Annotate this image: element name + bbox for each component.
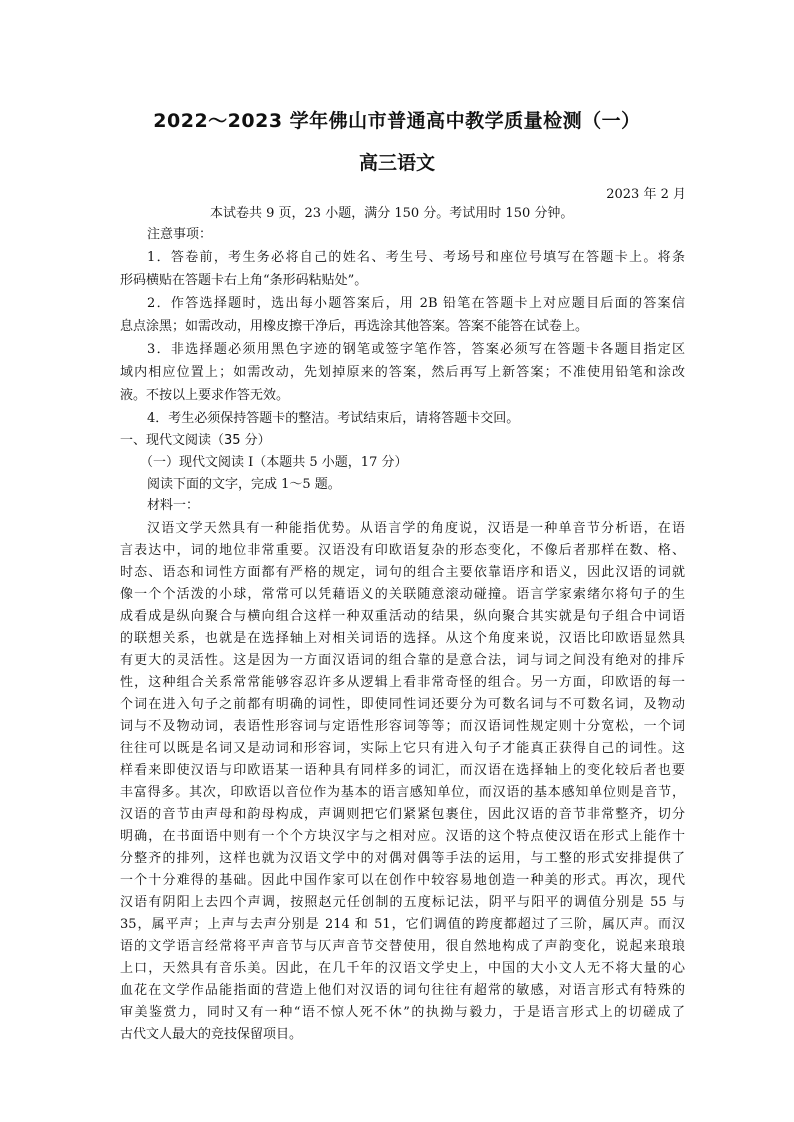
- passage-line: 明确，在书面语中则有一个个方块汉字与之相对应。汉语的这个特点使汉语在形式上能作十: [120, 829, 685, 844]
- notice-heading: 注意事项：: [147, 227, 213, 242]
- passage-line: 古代文人最大的竞技保留项目。: [120, 1027, 303, 1042]
- passage-line: 性，这种组合关系常常能够容忍许多从逻辑上看非常奇怪的组合。另一方面，印欧语的每一: [120, 675, 685, 690]
- passage-line: 言表达中，词的地位非常重要。汉语没有印欧语复杂的形态变化，不像后者那样在数、格、: [120, 543, 685, 558]
- instruction-line: 域内相应位置上；如需改动，先划掉原来的答案，然后再写上新答案；不准使用铅笔和涂改: [120, 365, 685, 380]
- instruction-line: 形码横贴在答题卡右上角“条形码粘贴处”。: [120, 273, 368, 288]
- passage-line: 审美鉴赏力，同时又有一种“语不惊人死不休”的执拗与毅力，于是语言形式上的切磋成了: [120, 1005, 685, 1020]
- passage-line: 一个十分难得的基础。因此中国作家可以在创作中较容易地创造一种美的形式。再次，现代: [120, 873, 685, 888]
- notice-intro: 本试卷共 9 页，23 小题，满分 150 分。考试用时 150 分钟。: [210, 206, 574, 221]
- section-heading: 一、现代文阅读（35 分）: [120, 433, 271, 448]
- exam-title: 2022～2023 学年佛山市普通高中教学质量检测（一）: [153, 110, 641, 132]
- passage-line: 词与不及物动词，表语性形容词与定语性形容词等等；而汉语词性规定则十分宽松，一个词: [120, 719, 685, 734]
- instruction-line: 1．答卷前，考生务必将自己的姓名、考生号、考场号和座位号填写在答题卡上。将条: [147, 250, 685, 265]
- passage-line: 的联想关系，也就是在选择轴上对相关词语的选择。从这个角度来说，汉语比印欧语显然具: [120, 631, 685, 646]
- instruction-line: 2．作答选择题时，选出每小题答案后，用 2B 铅笔在答题卡上对应题目后面的答案信: [147, 296, 685, 311]
- instruction-line: 4．考生必须保持答题卡的整洁。考试结束后，请将答题卡交回。: [147, 411, 520, 426]
- passage-line: 语的文学语言经常将平声音节与仄声音节交替使用，很自然地构成了声韵变化，说起来琅琅: [120, 939, 685, 954]
- passage-line: 成看成是纵向聚合与横向组合这样一种双重活动的结果，纵向聚合其实就是句子组合中词语: [120, 609, 685, 624]
- passage-line: 上口，天然具有音乐美。因此，在几千年的汉语文学史上，中国的大小文人无不将大量的心: [120, 961, 685, 976]
- passage-line: 汉语有阴阳上去四个声调，按照赵元任创制的五度标记法，阴平与阳平的调值分别是 55 与: [120, 895, 685, 910]
- material-label: 材料一：: [147, 498, 200, 513]
- instruction-line: 息点涂黑；如需改动，用橡皮擦干净后，再选涂其他答案。答案不能答在试卷上。: [120, 319, 589, 334]
- passage-line: 有更大的灵活性。这是因为一方面汉语词的组合靠的是意合法，词与词之间没有绝对的排斥: [120, 653, 685, 668]
- passage-line: 汉语的音节由声母和韵母构成，声调则把它们紧紧包裹住，因此汉语的音节非常整齐，切分: [120, 807, 685, 822]
- exam-subtitle: 高三语文: [358, 152, 435, 174]
- passage-line: 时态、语态和词性方面都有严格的规定，词句的组合主要依靠语序和语义，因此汉语的词就: [120, 565, 685, 580]
- passage-line: 丰富得多。其次，印欧语以音位作为基本的语言感知单位，而汉语的基本感知单位则是音节，: [120, 785, 685, 800]
- instruction-line: 3．非选择题必须用黑色字迹的钢笔或签字笔作答，答案必须写在答题卡各题目指定区: [147, 342, 685, 357]
- instruction-line: 液。不按以上要求作答无效。: [120, 388, 290, 403]
- passage-line: 样看来即使汉语与印欧语某一语种具有同样多的词汇，而汉语在选择轴上的变化较后者也要: [120, 763, 685, 778]
- section-subheading: （一）现代文阅读 I（本题共 5 小题，17 分）: [140, 455, 408, 470]
- passage-line: 像一个个活泼的小球，常常可以凭藉语义的关联随意滚动碰撞。语言学家索绪尔将句子的生: [120, 587, 685, 602]
- passage-line: 血花在文学作品能指面的营造上他们对汉语的词句往往有超常的敏感，对语言形式有特殊的: [120, 983, 685, 998]
- passage-line: 分整齐的排列，这样也就为汉语文学中的对偶对偶等手法的运用，与工整的形式安排提供了: [120, 851, 685, 866]
- passage-line: 35，属平声；上声与去声分别是 214 和 51，它们调值的跨度都超过了三阶，属仄声。而汉: [120, 917, 685, 932]
- passage-line: 汉语文学天然具有一种能指优势。从语言学的角度说，汉语是一种单音节分析语，在语: [147, 521, 685, 536]
- passage-line: 往往可以既是名词又是动词和形容词，实际上它只有进入句子才能真正获得自己的词性。这: [120, 741, 685, 756]
- section-prompt: 阅读下面的文字，完成 1～5 题。: [147, 477, 341, 492]
- exam-date: 2023 年 2 月: [606, 187, 686, 202]
- passage-line: 个词在进入句子之前都有明确的词性，即使同性词还要分为可数名词与不可数名词，及物动: [120, 697, 685, 712]
